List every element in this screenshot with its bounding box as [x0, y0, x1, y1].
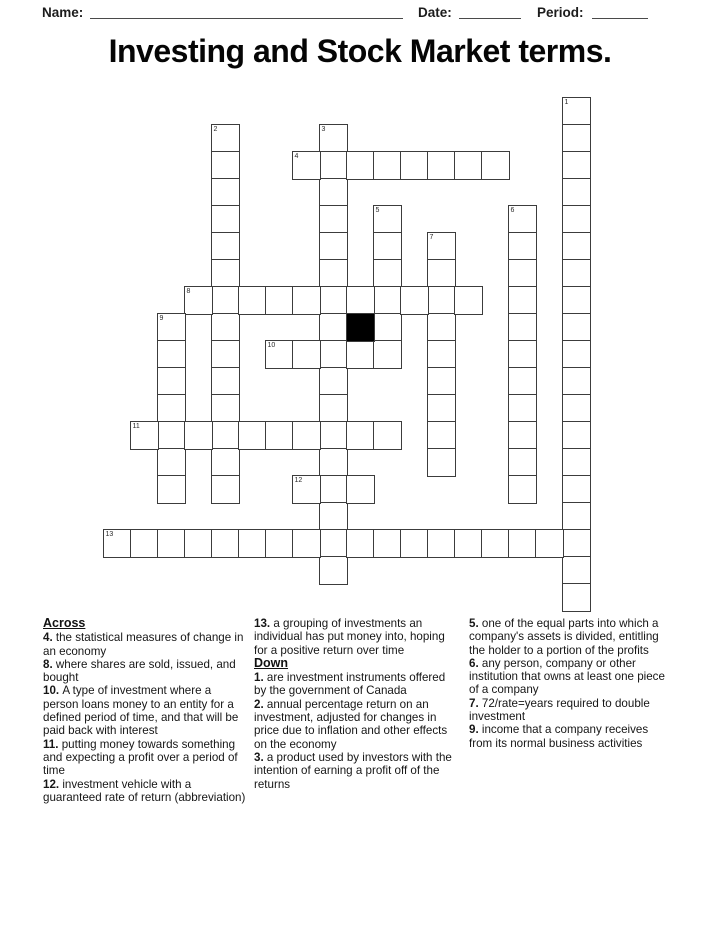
- grid-cell[interactable]: [211, 475, 240, 504]
- grid-cell[interactable]: [319, 367, 348, 396]
- grid-cell[interactable]: [211, 286, 240, 315]
- clue-number: 7.: [469, 696, 482, 710]
- grid-cell[interactable]: [481, 529, 510, 558]
- grid-cell[interactable]: [508, 529, 537, 558]
- grid-cell[interactable]: [508, 313, 537, 342]
- grid-cell[interactable]: [562, 97, 591, 126]
- grid-cell[interactable]: [319, 502, 348, 531]
- clue-number: 2.: [254, 697, 267, 711]
- grid-cell[interactable]: [562, 124, 591, 153]
- clue-number-label: 10: [267, 341, 276, 349]
- grid-cell[interactable]: [292, 286, 321, 315]
- clue-number: 10.: [43, 684, 63, 698]
- clue-item: 11. putting money towards something and expecting a profit over a period of time: [43, 737, 238, 778]
- grid-cell[interactable]: [292, 475, 321, 504]
- grid-cell[interactable]: [373, 340, 402, 369]
- clue-item: 9. income that a company receives from its normal business activities: [469, 723, 649, 750]
- clue-item: 1. are investment instruments offered by the government of Canada: [254, 671, 446, 698]
- grid-cell[interactable]: [157, 529, 186, 558]
- clue-number-label: 5: [375, 206, 380, 214]
- clue-item: 12. investment vehicle with a guaranteed rate of return (abbreviation): [43, 777, 246, 804]
- grid-cell[interactable]: [265, 529, 294, 558]
- grid-cell[interactable]: [130, 421, 159, 450]
- clue-number-label: 6: [510, 206, 515, 214]
- grid-cell[interactable]: [319, 205, 348, 234]
- clue-number-label: 9: [159, 314, 164, 322]
- grid-cell[interactable]: [265, 286, 294, 315]
- grid-cell[interactable]: [211, 394, 240, 423]
- clue-number-label: 2: [213, 125, 218, 133]
- grid-cell[interactable]: [373, 529, 402, 558]
- grid-cell[interactable]: [562, 502, 591, 531]
- grid-cell[interactable]: [103, 529, 132, 558]
- clue-number-label: 12: [294, 476, 303, 484]
- grid-cell[interactable]: [157, 448, 186, 477]
- grid-cell[interactable]: [346, 421, 375, 450]
- black-cell: [346, 313, 375, 342]
- grid-cell[interactable]: [319, 556, 348, 585]
- grid-cell[interactable]: [157, 367, 186, 396]
- clue-number: 13.: [254, 617, 274, 630]
- clue-item: 6. any person, company or other institution that owns at least one piece of a company: [469, 656, 665, 697]
- grid-cell[interactable]: [427, 367, 456, 396]
- clue-number-label: 4: [294, 152, 299, 160]
- grid-cell[interactable]: [211, 205, 240, 234]
- grid-cell[interactable]: [319, 178, 348, 207]
- grid-cell[interactable]: [373, 421, 402, 450]
- grid-cell[interactable]: [427, 151, 456, 180]
- grid-cell[interactable]: [562, 556, 591, 585]
- grid-cell[interactable]: [184, 421, 213, 450]
- grid-cell[interactable]: [157, 313, 186, 342]
- grid-cell[interactable]: [508, 421, 537, 450]
- grid-cell[interactable]: [373, 232, 402, 261]
- period-blank-line[interactable]: [592, 18, 648, 20]
- grid-cell[interactable]: [373, 205, 402, 234]
- date-blank-line[interactable]: [459, 18, 521, 20]
- grid-cell[interactable]: [211, 529, 240, 558]
- grid-cell[interactable]: [292, 529, 321, 558]
- grid-cell[interactable]: [508, 286, 537, 315]
- grid-cell[interactable]: [265, 340, 294, 369]
- grid-cell[interactable]: [562, 232, 591, 261]
- grid-cell[interactable]: [319, 394, 348, 423]
- down-clues-header: Down: [254, 655, 289, 670]
- grid-cell[interactable]: [238, 286, 267, 315]
- grid-cell[interactable]: [373, 151, 402, 180]
- grid-cell[interactable]: [346, 340, 375, 369]
- grid-cell[interactable]: [319, 448, 348, 477]
- grid-cell[interactable]: [319, 124, 348, 153]
- grid-cell[interactable]: [373, 313, 402, 342]
- page-title: Investing and Stock Market terms.: [108, 33, 612, 69]
- grid-cell[interactable]: [508, 259, 537, 288]
- grid-cell[interactable]: [562, 475, 591, 504]
- grid-cell[interactable]: [211, 124, 240, 153]
- grid-cell[interactable]: [427, 313, 456, 342]
- clue-number: 4.: [43, 631, 56, 645]
- clue-number-label: 3: [321, 125, 326, 133]
- name-label: Name:: [42, 5, 84, 20]
- grid-cell[interactable]: [319, 529, 348, 558]
- clue-number: 1.: [254, 671, 267, 685]
- clue-number: 6.: [469, 656, 482, 670]
- grid-cell[interactable]: [265, 421, 294, 450]
- grid-cell[interactable]: [427, 286, 456, 315]
- grid-cell[interactable]: [508, 205, 537, 234]
- grid-cell[interactable]: [211, 151, 240, 180]
- clue-column: [469, 617, 670, 750]
- grid-cell[interactable]: [319, 151, 348, 180]
- grid-cell[interactable]: [211, 421, 240, 450]
- grid-cell[interactable]: [319, 259, 348, 288]
- clue-column: [43, 617, 249, 804]
- clue-number-label: 7: [429, 233, 434, 241]
- grid-cell[interactable]: [454, 529, 483, 558]
- clue-number: 9.: [469, 723, 482, 737]
- grid-cell[interactable]: [346, 286, 375, 315]
- grid-cell[interactable]: [157, 475, 186, 504]
- grid-cell[interactable]: [508, 475, 537, 504]
- grid-cell[interactable]: [427, 529, 456, 558]
- clue-number: 8.: [43, 657, 56, 671]
- grid-cell[interactable]: [319, 475, 348, 504]
- grid-cell[interactable]: [400, 151, 429, 180]
- clue-number-label: 11: [132, 422, 140, 430]
- grid-cell[interactable]: [211, 367, 240, 396]
- period-label: Period:: [537, 5, 584, 20]
- grid-cell[interactable]: [346, 475, 375, 504]
- grid-cell[interactable]: [562, 367, 591, 396]
- grid-cell[interactable]: [319, 286, 348, 315]
- grid-cell[interactable]: [481, 151, 510, 180]
- grid-cell[interactable]: [508, 367, 537, 396]
- grid-cell[interactable]: [427, 232, 456, 261]
- grid-cell[interactable]: [562, 286, 591, 315]
- grid-cell[interactable]: [184, 529, 213, 558]
- grid-cell[interactable]: [535, 529, 564, 558]
- grid-cell[interactable]: [319, 232, 348, 261]
- grid-cell[interactable]: [211, 448, 240, 477]
- grid-cell[interactable]: [562, 178, 591, 207]
- grid-cell[interactable]: [427, 340, 456, 369]
- grid-cell[interactable]: [508, 394, 537, 423]
- name-blank-line[interactable]: [90, 18, 403, 20]
- grid-cell[interactable]: [562, 259, 591, 288]
- grid-cell[interactable]: [157, 340, 186, 369]
- clue-number-label: 8: [186, 287, 191, 295]
- grid-cell[interactable]: [184, 286, 213, 315]
- grid-cell[interactable]: [346, 529, 375, 558]
- grid-cell[interactable]: [562, 421, 591, 450]
- grid-cell[interactable]: [157, 421, 186, 450]
- clue-number: 3.: [254, 750, 267, 764]
- clue-item: 8. where shares are sold, issued, and bought: [43, 657, 236, 685]
- grid-cell[interactable]: [211, 178, 240, 207]
- grid-cell[interactable]: [211, 340, 240, 369]
- grid-cell[interactable]: [427, 394, 456, 423]
- grid-cell[interactable]: [562, 448, 591, 477]
- grid-cell[interactable]: [319, 421, 348, 450]
- grid-cell[interactable]: [319, 313, 348, 342]
- clue-item: 2. annual percentage return on an investment, adjusted for changes in price due to inflation and other effects on the economy: [254, 697, 448, 751]
- grid-cell[interactable]: [238, 529, 267, 558]
- grid-cell[interactable]: [400, 529, 429, 558]
- across-clues-header: Across: [43, 616, 86, 630]
- grid-cell[interactable]: [157, 394, 186, 423]
- clue-item: 10. A type of investment where a person loans money to an entity for a defined period of time, and that will be paid back with interest: [43, 684, 239, 738]
- grid-cell[interactable]: [508, 232, 537, 261]
- grid-cell[interactable]: [211, 232, 240, 261]
- grid-cell[interactable]: [427, 259, 456, 288]
- clue-number-label: 1: [564, 98, 569, 106]
- grid-cell[interactable]: [562, 583, 591, 612]
- grid-cell[interactable]: [454, 286, 483, 315]
- grid-cell[interactable]: [373, 286, 402, 315]
- clue-item: 5. one of the equal parts into which a company's assets is divided, entitling the holder to a portion of the profits: [469, 617, 659, 657]
- clue-column: [254, 617, 458, 791]
- grid-cell[interactable]: [292, 340, 321, 369]
- grid-cell[interactable]: [238, 421, 267, 450]
- grid-cell[interactable]: [211, 259, 240, 288]
- clue-item: 3. a product used by investors with the intention of earning a profit off of the returns: [254, 750, 452, 791]
- grid-cell[interactable]: [508, 448, 537, 477]
- grid-cell[interactable]: [400, 286, 429, 315]
- grid-cell[interactable]: [130, 529, 159, 558]
- grid-cell[interactable]: [292, 421, 321, 450]
- grid-cell[interactable]: [562, 340, 591, 369]
- grid-cell[interactable]: [562, 394, 591, 423]
- grid-cell[interactable]: [508, 340, 537, 369]
- clue-number: 12.: [43, 777, 63, 791]
- grid-cell[interactable]: [562, 313, 591, 342]
- clue-number: 5.: [469, 617, 482, 630]
- grid-cell[interactable]: [346, 151, 375, 180]
- date-label: Date:: [418, 5, 452, 20]
- grid-cell[interactable]: [562, 151, 591, 180]
- clue-number-label: 13: [105, 530, 114, 538]
- clue-item: 7. 72/rate=years required to double investment: [469, 696, 650, 724]
- grid-cell[interactable]: [562, 205, 591, 234]
- grid-cell[interactable]: [427, 448, 456, 477]
- clue-item: 13. a grouping of investments an individual has put money into, hoping for a positive return over time: [254, 617, 445, 657]
- clue-item: 4. the statistical measures of change in an economy: [43, 631, 244, 658]
- clue-number: 11.: [43, 737, 62, 751]
- grid-cell[interactable]: [562, 529, 591, 558]
- grid-cell[interactable]: [292, 151, 321, 180]
- grid-cell[interactable]: [211, 313, 240, 342]
- grid-cell[interactable]: [454, 151, 483, 180]
- grid-cell[interactable]: [319, 340, 348, 369]
- grid-cell[interactable]: [427, 421, 456, 450]
- grid-cell[interactable]: [373, 259, 402, 288]
